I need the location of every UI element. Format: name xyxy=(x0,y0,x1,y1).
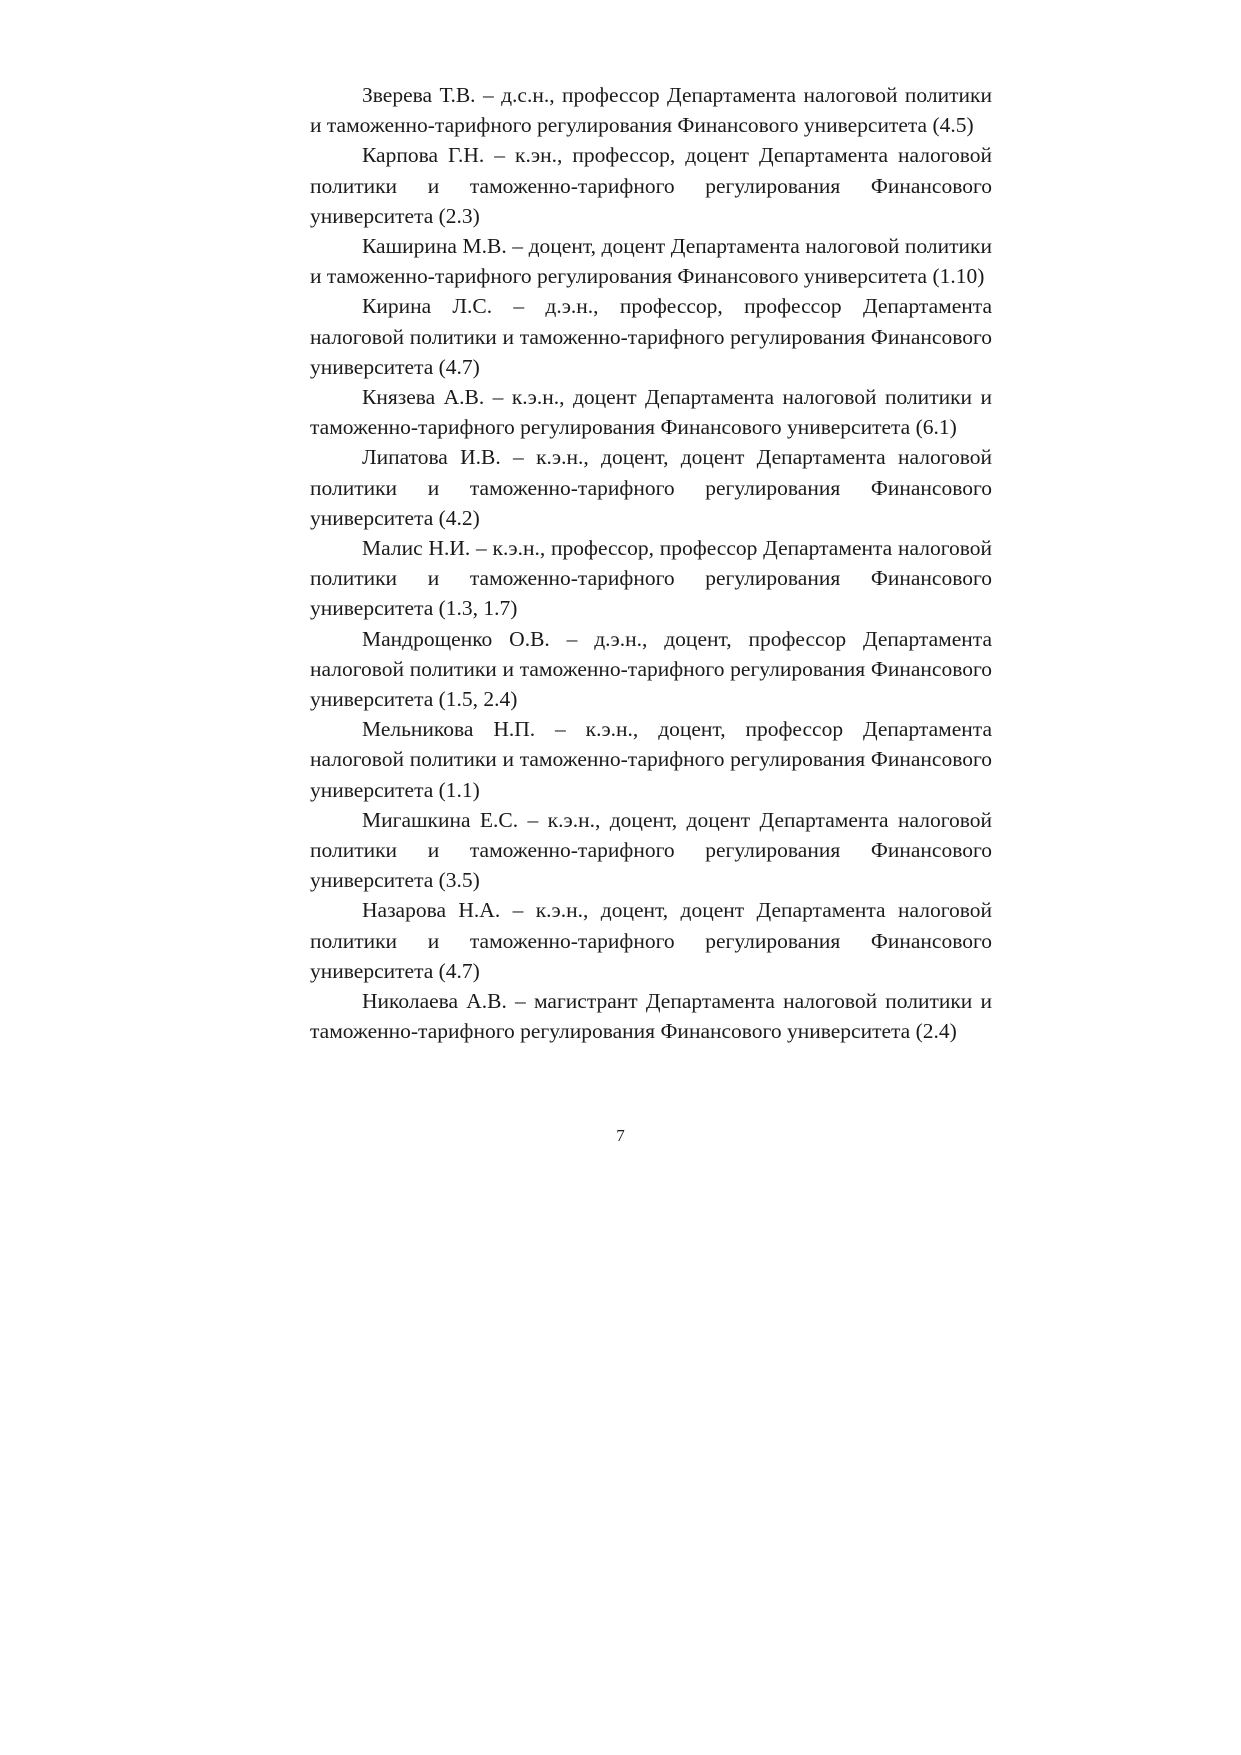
contributor-entry: Карпова Г.Н. – к.эн., профессор, доцент Департамента налоговой политики и таможенно-тарифного регулирования Финансового университета (2.3) xyxy=(310,143,992,228)
contributor-entry: Каширина М.В. – доцент, доцент Департамента налоговой политики и таможенно-тарифного регулирования Финансового университета (1.10) xyxy=(310,234,992,289)
contributor-entry: Мигашкина Е.С. – к.э.н., доцент, доцент Департамента налоговой политики и таможенно-тарифного регулирования Финансового университета (3.5) xyxy=(310,807,992,893)
contributor-entry: Князева А.В. – к.э.н., доцент Департамента налоговой политики и таможенно-тарифного регулирования Финансового университета (6.1) xyxy=(310,385,992,440)
contributor-entry: Липатова И.В. – к.э.н., доцент, доцент Департамента налоговой политики и таможенно-тарифного регулирования Финансового университета (4.2) xyxy=(310,445,992,530)
contributor-entry: Малис Н.И. – к.э.н., профессор, профессор Департамента налоговой политики и таможенно-тарифного регулирования Финансового университета (1.3, 1.7) xyxy=(310,536,992,621)
contributor-entry: Зверева Т.В. – д.с.н., профессор Департамента налоговой политики и таможенно-тарифного регулирования Финансового университета (4.5) xyxy=(310,83,992,138)
contributor-entry: Николаева А.В. – магистрант Департамента налоговой политики и таможенно-тарифного регулирования Финансового университета (2.4) xyxy=(310,989,992,1044)
contributors-list xyxy=(310,80,992,1047)
contributor-entry: Назарова Н.А. – к.э.н., доцент, доцент Департамента налоговой политики и таможенно-тарифного регулирования Финансового университета (4.7) xyxy=(310,898,992,983)
contributor-entry: Кирина Л.С. – д.э.н., профессор, профессор Департамента налоговой политики и таможенно-тарифного регулирования Финансового университета (4.7) xyxy=(310,294,992,379)
contributor-entry: Мельникова Н.П. – к.э.н., доцент, профессор Департамента налоговой политики и таможенно-тарифного регулирования Финансового университета (1.1) xyxy=(310,717,992,802)
contributor-entry: Мандрощенко О.В. – д.э.н., доцент, профессор Департамента налоговой политики и таможенно-тарифного регулирования Финансового университета (1.5, 2.4) xyxy=(310,626,992,712)
page-number: 7 xyxy=(616,1126,625,1145)
